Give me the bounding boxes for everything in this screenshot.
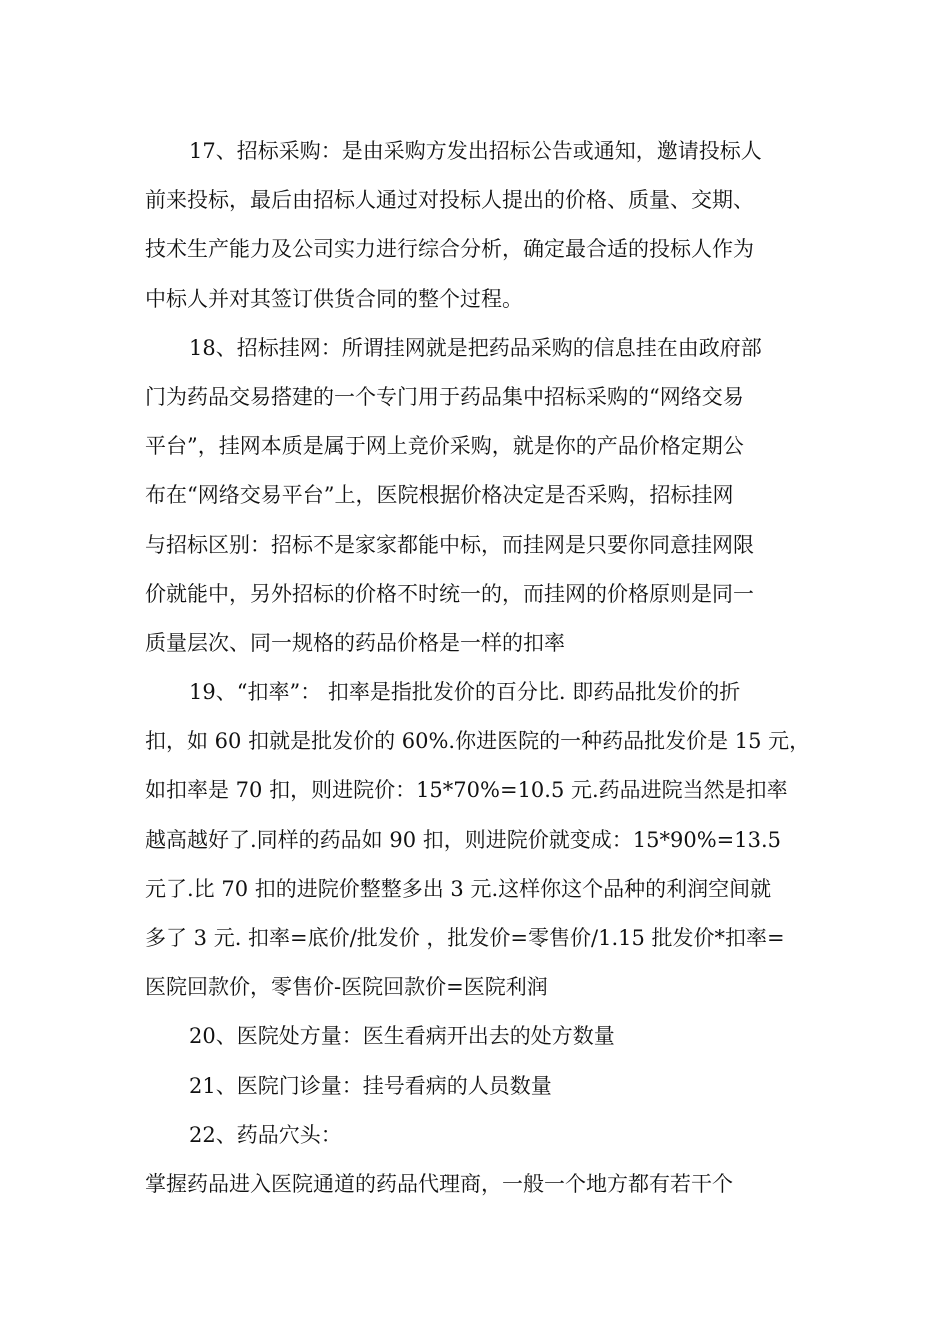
paragraph-17-line-4: 中标人并对其签订供货合同的整个过程。 (145, 286, 523, 311)
paragraph-22-line-1: 掌握药品进入医院通道的药品代理商，一般一个地方都有若干个 (145, 1171, 733, 1196)
paragraph-18-line-1: 18、招标挂网：所谓挂网就是把药品采购的信息挂在由政府部 (189, 335, 762, 360)
paragraph-18-line-4: 布在“网络交易平台”上，医院根据价格决定是否采购，招标挂网 (145, 483, 734, 508)
paragraph-19-line-1: 19、“扣率”： 扣率是指批发价的百分比. 即药品批发价的折 (189, 680, 741, 705)
paragraph-22-heading: 22、药品穴头： (189, 1122, 342, 1147)
paragraph-18-line-2: 门为药品交易搭建的一个专门用于药品集中招标采购的“网络交易 (145, 384, 744, 409)
paragraph-18-line-5: 与招标区别：招标不是家家都能中标，而挂网是只要你同意挂网限 (145, 532, 754, 557)
paragraph-21: 21、医院门诊量：挂号看病的人员数量 (189, 1073, 552, 1098)
paragraph-19-line-6: 多了 3 元. 扣率=底价/批发价 ，批发价=零售价/1.15 批发价*扣率= (145, 926, 785, 950)
paragraph-19-line-3: 如扣率是 70 扣，则进院价：15*70%=10.5 元.药品进院当然是扣率 (145, 778, 788, 803)
paragraph-20: 20、医院处方量：医生看病开出去的处方数量 (189, 1024, 615, 1049)
paragraph-17-line-2: 前来投标，最后由招标人通过对投标人提出的价格、质量、交期、 (145, 188, 754, 213)
paragraph-19-line-7: 医院回款价，零售价-医院回款价=医院利润 (145, 975, 548, 1000)
paragraph-19-line-4: 越高越好了.同样的药品如 90 扣，则进院价就变成：15*90%=13.5 (145, 827, 781, 852)
paragraph-18-line-3: 平台”，挂网本质是属于网上竞价采购，就是你的产品价格定期公 (145, 434, 744, 459)
paragraph-18-line-7: 质量层次、同一规格的药品价格是一样的扣率 (145, 630, 565, 655)
paragraph-19-line-5: 元了.比 70 扣的进院价整整多出 3 元.这样你这个品种的利润空间就 (145, 876, 772, 901)
paragraph-17-line-3: 技术生产能力及公司实力进行综合分析，确定最合适的投标人作为 (145, 237, 754, 262)
paragraph-17-line-1: 17、招标采购：是由采购方发出招标公告或通知，邀请投标人 (189, 139, 762, 163)
document-body (145, 127, 810, 1209)
paragraph-18-line-6: 价就能中，另外招标的价格不时统一的，而挂网的价格原则是同一 (145, 581, 754, 606)
paragraph-19-line-2: 扣，如 60 扣就是批发价的 60%.你进医院的一种药品批发价是 15 元， (145, 729, 811, 754)
